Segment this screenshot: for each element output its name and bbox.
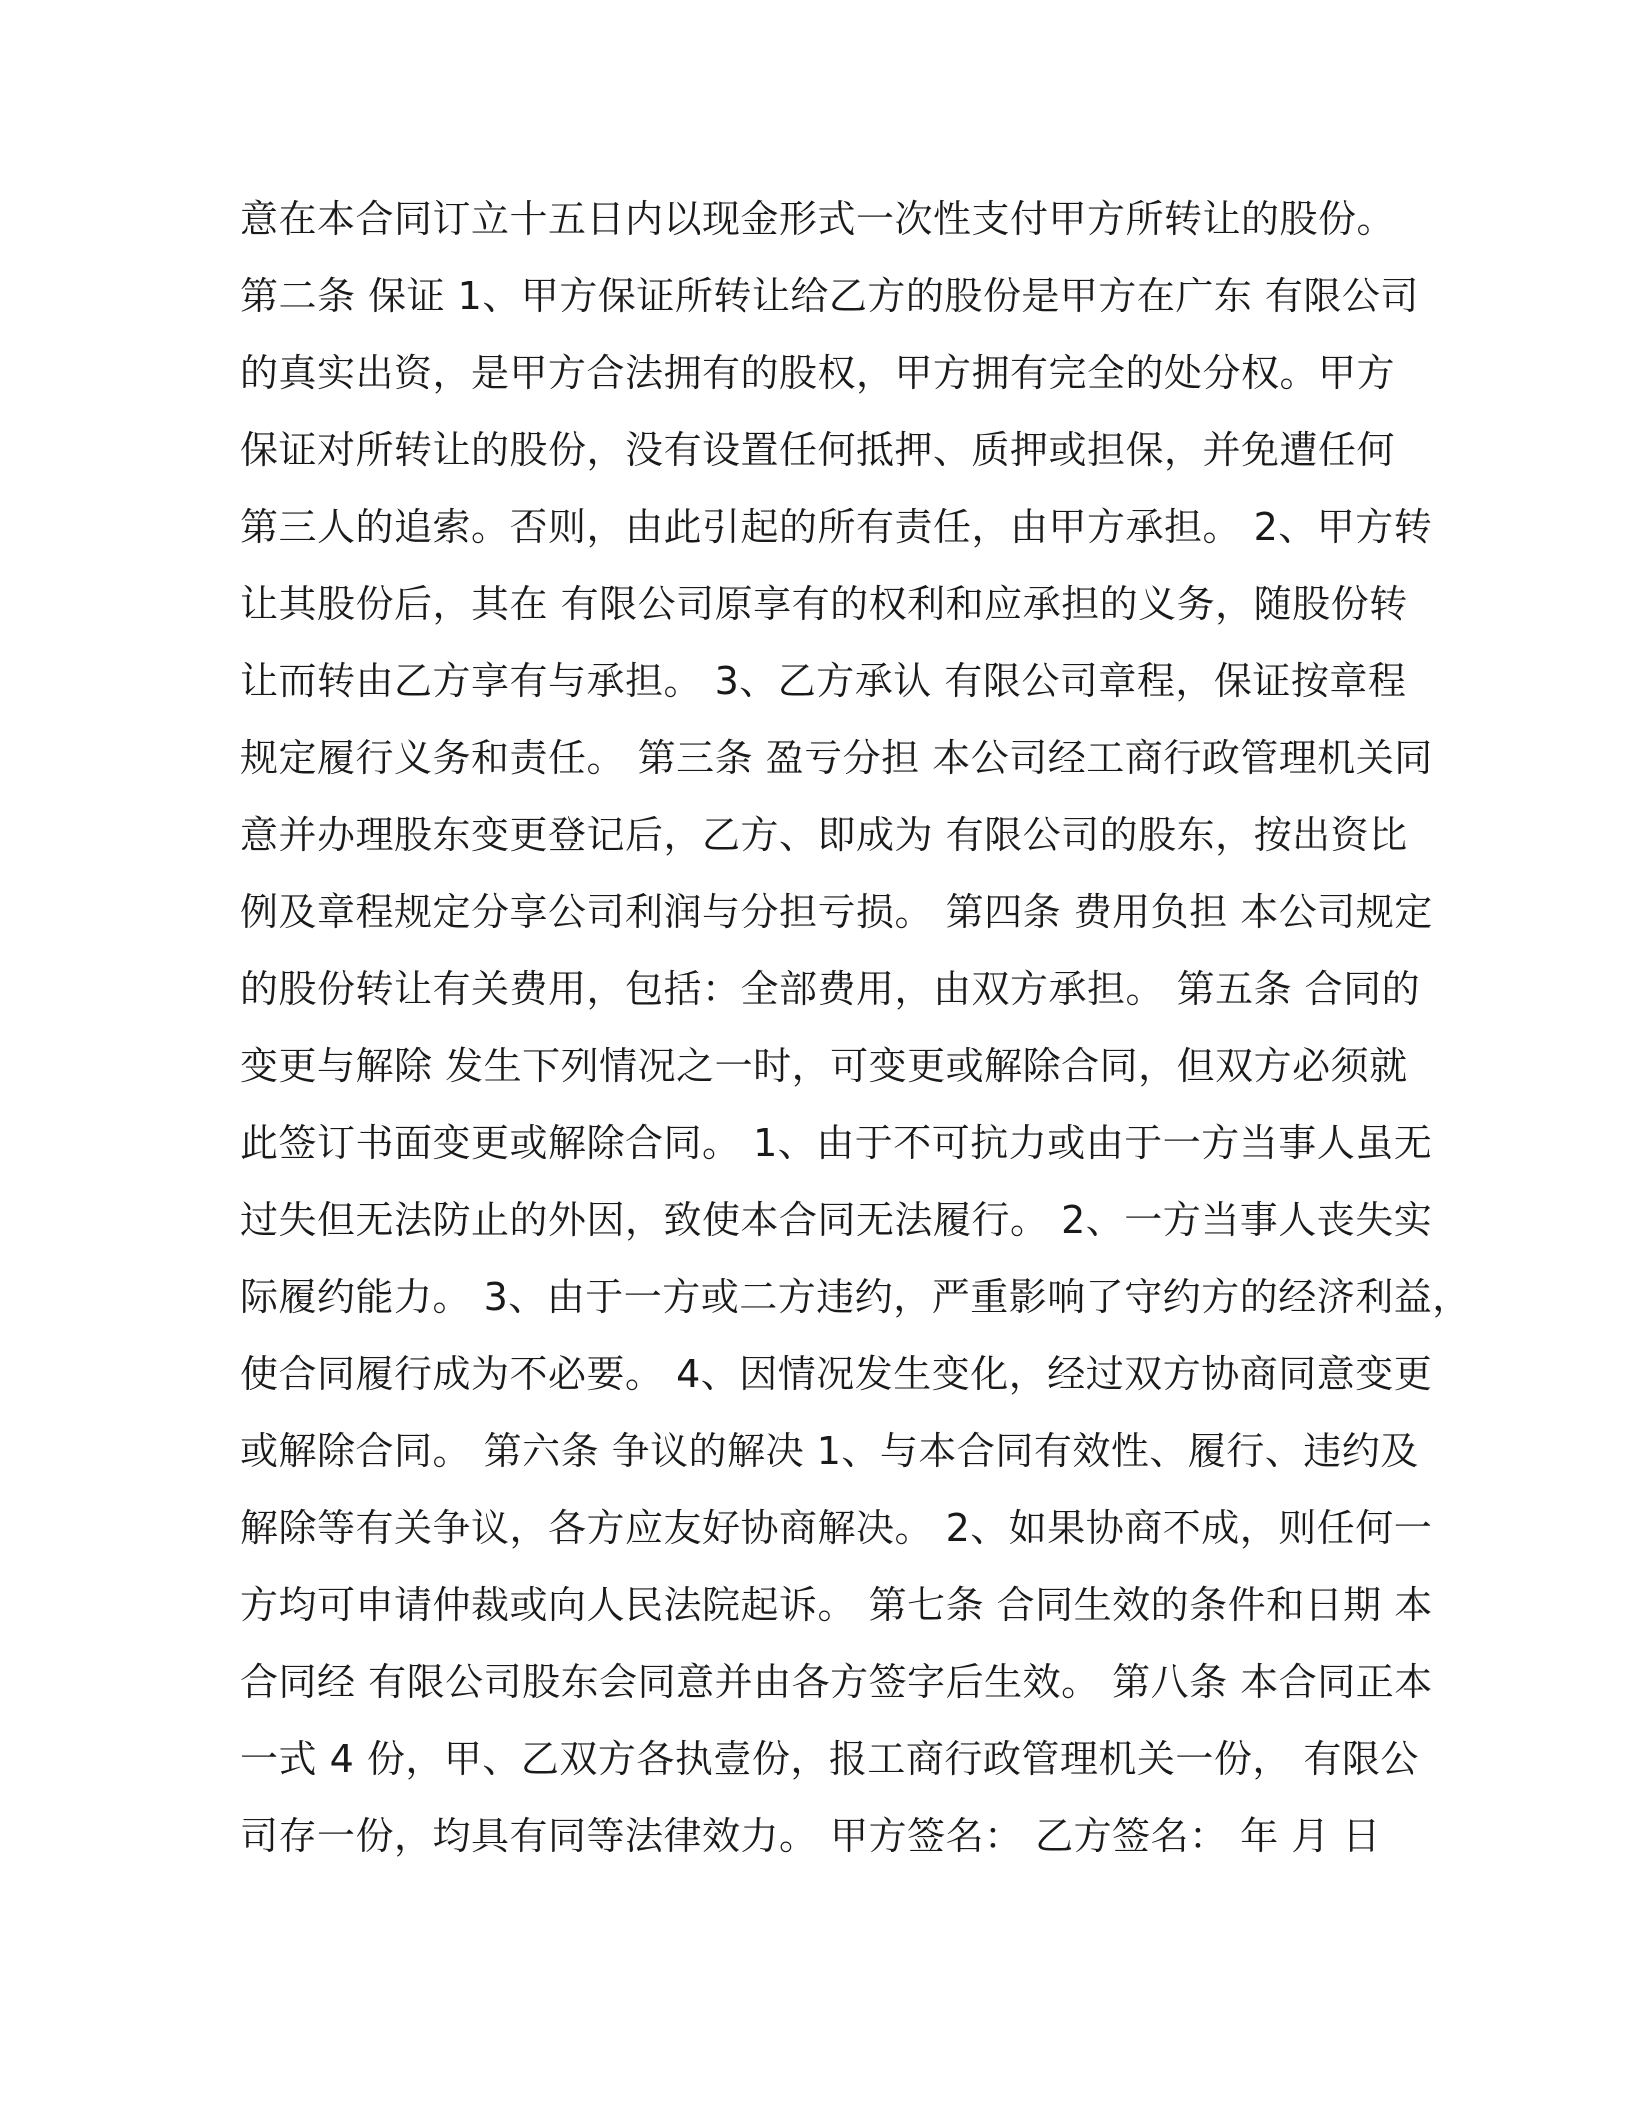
text-line: 意并办理股东变更登记后，乙方、即成为 有限公司的股东，按出资比 <box>240 813 1408 857</box>
text-line: 方均可申请仲裁或向人民法院起诉。 第七条 合同生效的条件和日期 本 <box>240 1583 1433 1627</box>
text-line: 合同经 有限公司股东会同意并由各方签字后生效。 第八条 本合同正本 <box>240 1660 1433 1704</box>
text-line: 解除等有关争议，各方应友好协商解决。 2、如果协商不成，则任何一 <box>240 1506 1433 1550</box>
text-line: 此签订书面变更或解除合同。 1、由于不可抗力或由于一方当事人虽无 <box>240 1121 1433 1165</box>
text-line: 的真实出资，是甲方合法拥有的股权，甲方拥有完全的处分权。甲方 <box>240 351 1396 395</box>
text-line: 司存一份，均具有同等法律效力。 甲方签名： 乙方签名： 年 月 日 <box>240 1814 1381 1858</box>
text-line: 规定履行义务和责任。 第三条 盈亏分担 本公司经工商行政管理机关同 <box>240 736 1433 780</box>
text-line: 过失但无法防止的外因，致使本合同无法履行。 2、一方当事人丧失实 <box>240 1198 1433 1242</box>
text-line: 意在本合同订立十五日内以现金形式一次性支付甲方所转让的股份。 <box>240 197 1396 241</box>
text-line: 第二条 保证 1、甲方保证所转让给乙方的股份是甲方在广东 有限公司 <box>240 274 1419 318</box>
text-line: 一式 4 份，甲、乙双方各执壹份，报工商行政管理机关一份， 有限公 <box>240 1737 1419 1781</box>
text-line: 例及章程规定分享公司利润与分担亏损。 第四条 费用负担 本公司规定 <box>240 890 1433 934</box>
text-line: 使合同履行成为不必要。 4、因情况发生变化，经过双方协商同意变更 <box>240 1352 1433 1396</box>
text-line: 的股份转让有关费用，包括：全部费用，由双方承担。 第五条 合同的 <box>240 967 1421 1011</box>
contract-body-text <box>240 190 1471 1884</box>
text-line: 保证对所转让的股份，没有设置任何抵押、质押或担保，并免遭任何 <box>240 428 1396 472</box>
text-line: 或解除合同。 第六条 争议的解决 1、与本合同有效性、履行、违约及 <box>240 1429 1419 1473</box>
text-line: 让而转由乙方享有与承担。 3、乙方承认 有限公司章程，保证按章程 <box>240 659 1407 703</box>
text-line: 让其股份后，其在 有限公司原享有的权利和应承担的义务，随股份转 <box>240 582 1408 626</box>
text-line: 变更与解除 发生下列情况之一时，可变更或解除合同，但双方必须就 <box>240 1044 1408 1088</box>
text-line: 第三人的追索。否则，由此引起的所有责任，由甲方承担。 2、甲方转 <box>240 505 1433 549</box>
text-line: 际履约能力。 3、由于一方或二方违约，严重影响了守约方的经济利益， <box>240 1275 1471 1319</box>
